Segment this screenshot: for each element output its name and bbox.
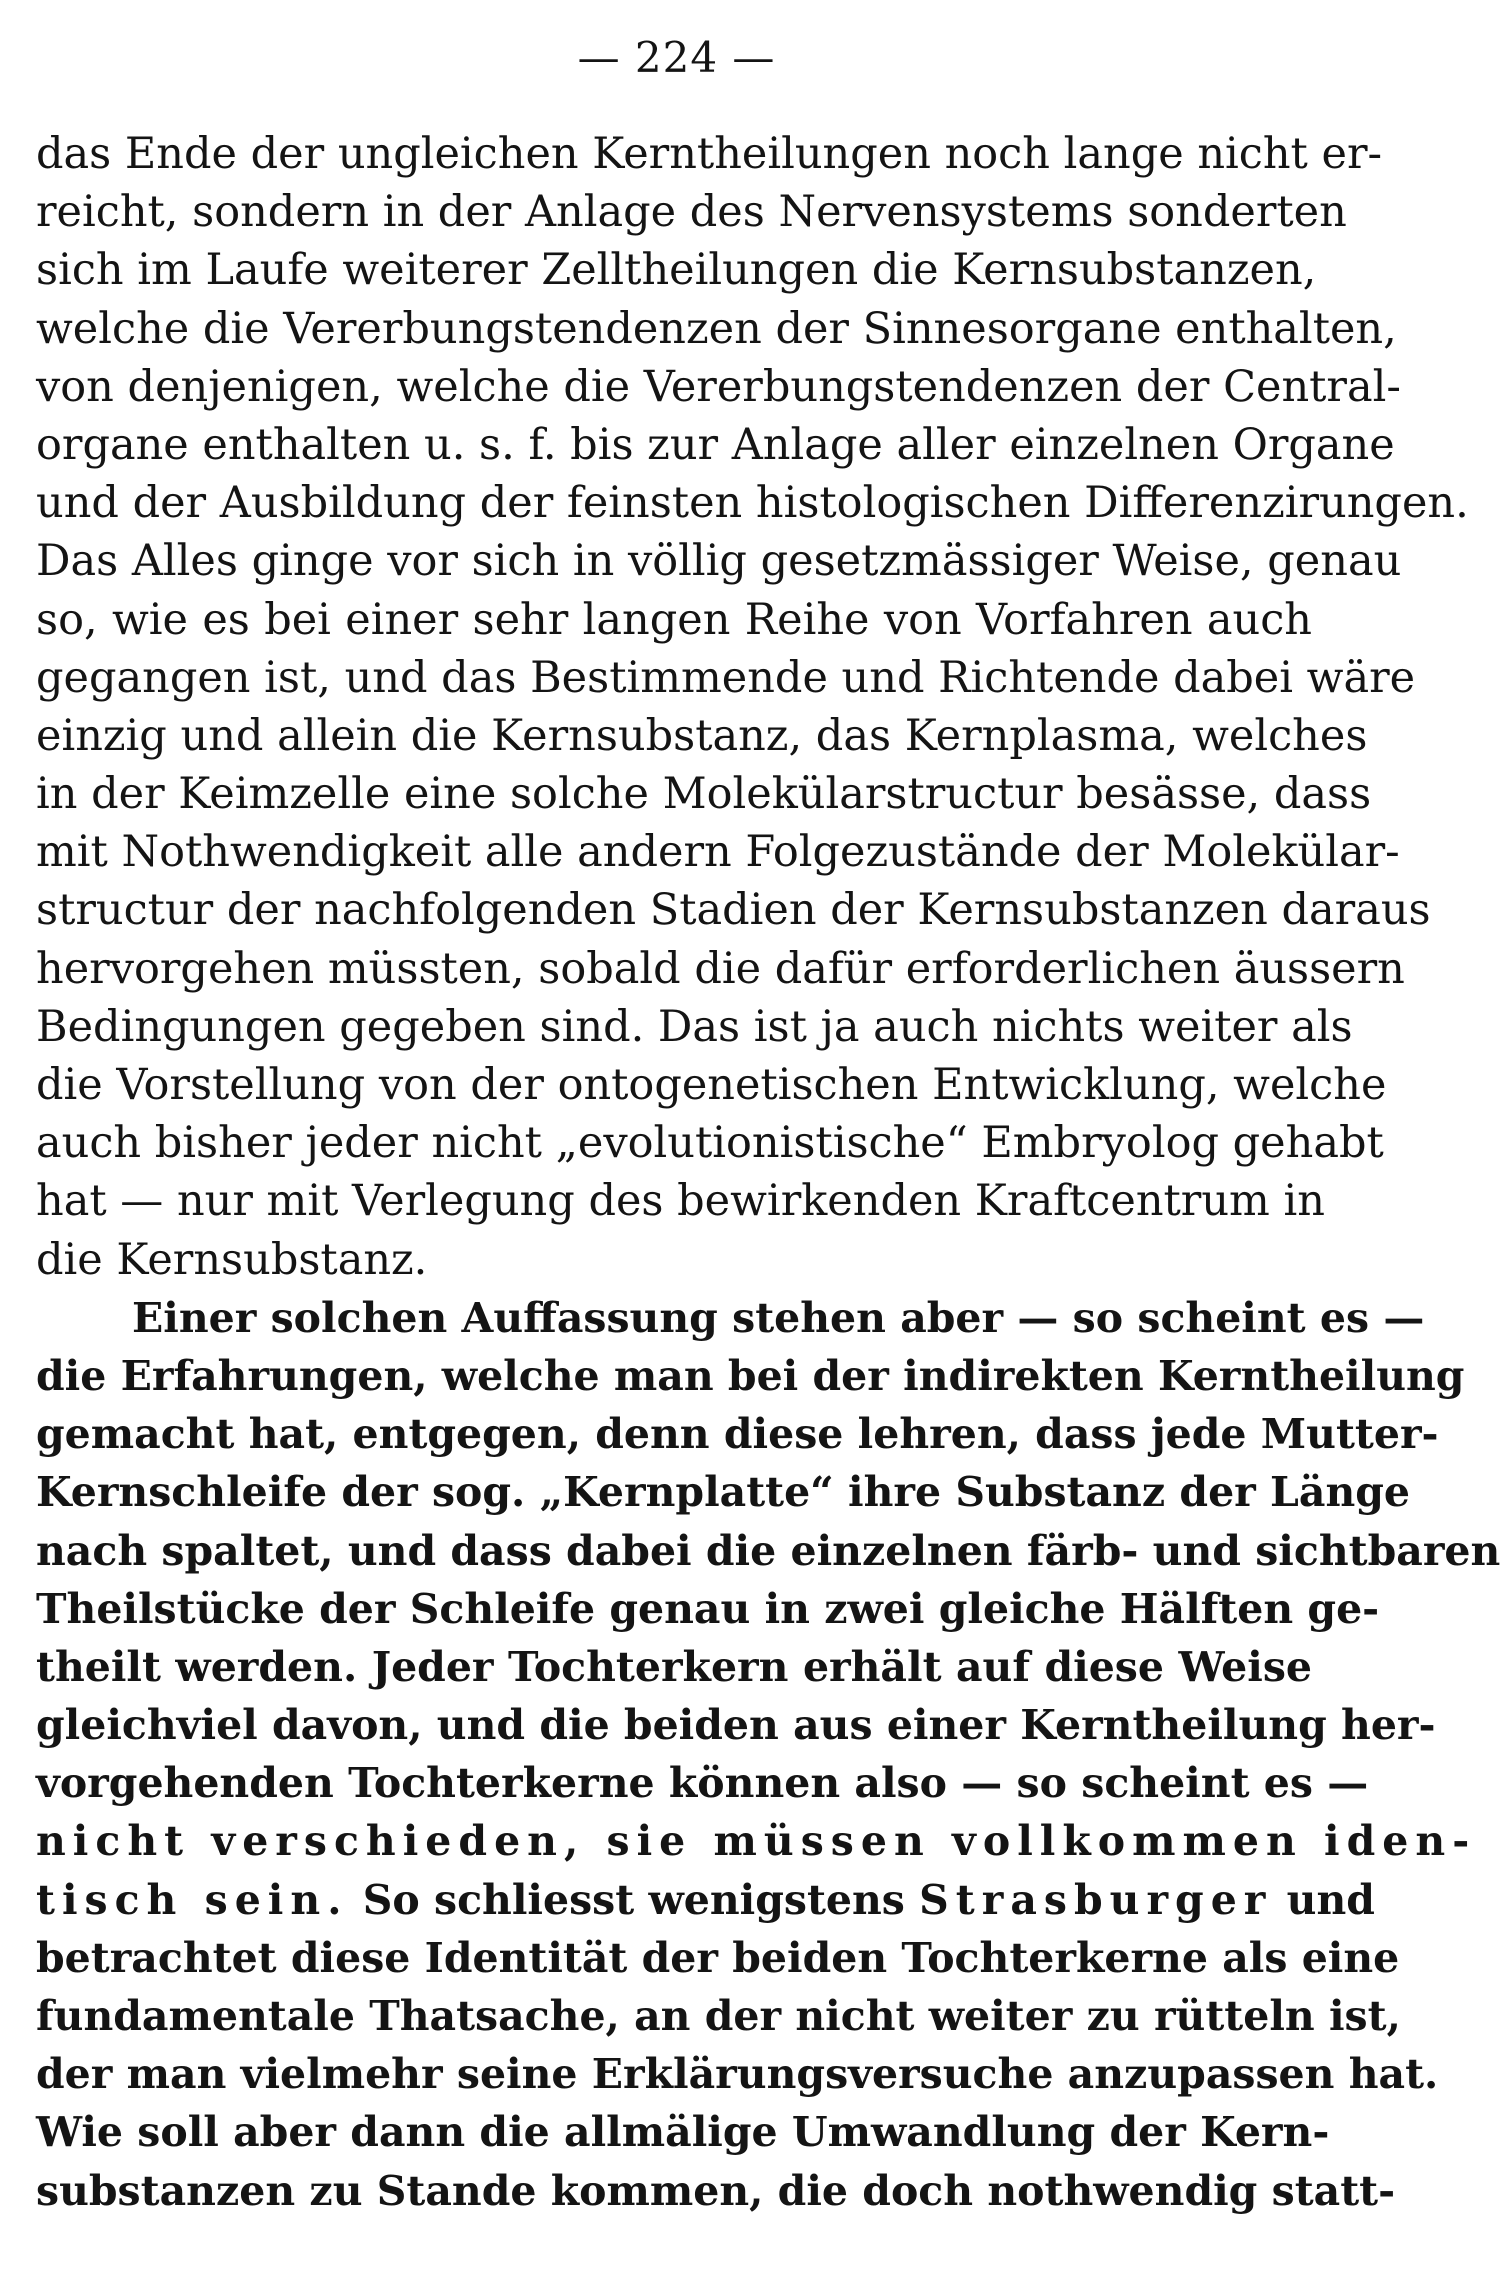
text-line: gegangen ist, und das Bestimmende und Richtende dabei wäre: [36, 652, 1416, 703]
text-line: organe enthalten u. s. f. bis zur Anlage aller einzelnen Organe: [36, 419, 1395, 470]
text-line: die Vorstellung von der ontogenetischen Entwicklung, welche: [36, 1060, 1387, 1110]
text-line: von denjenigen, welche die Vererbungstendenzen der Central-: [36, 361, 1401, 412]
text-line: betrachtet diese Identität der beiden Tochterkerne als eine: [36, 1933, 1400, 1982]
emphasized-spaced-text: nicht verschieden, sie müssen vollkommen iden-: [36, 1817, 1477, 1866]
text-line: substanzen zu Stande kommen, die doch nothwendig statt-: [36, 2166, 1396, 2215]
text-line: welche die Vererbungstendenzen der Sinnesorgane enthalten,: [36, 303, 1397, 354]
text-line: hat — nur mit Verlegung des bewirkenden Kraftcentrum in: [36, 1176, 1325, 1227]
text-line: die Erfahrungen, welche man bei der indirekten Kerntheilung: [36, 1351, 1465, 1400]
paragraph-lines-tail: [36, 1929, 1439, 2220]
text-line: der man vielmehr seine Erklärungsversuche anzupassen hat.: [36, 2050, 1439, 2099]
text-line: nach spaltet, und dass dabei die einzelnen färb- und sichtbaren: [36, 1526, 1500, 1575]
text-line: structur der nachfolgenden Stadien der Kernsubstanzen daraus: [36, 885, 1431, 936]
text-line: und der Ausbildung der feinsten histologischen Differenzirungen.: [36, 478, 1469, 529]
text-line: Theilstücke der Schleife genau in zwei gleiche Hälften ge-: [36, 1584, 1380, 1633]
text-line-spaced-2: [36, 1871, 1375, 1929]
text-line: gemacht hat, entgegen, denn diese lehren, dass jede Mutter-: [36, 1410, 1439, 1459]
text-line: mit Nothwendigkeit alle andern Folgezustände der Molekülar-: [36, 827, 1400, 878]
text-line: auch bisher jeder nicht „evolutionistische“ Embryolog gehabt: [36, 1118, 1384, 1169]
text-line: einzig und allein die Kernsubstanz, das Kernplasma, welches: [36, 710, 1368, 761]
text-line: theilt werden. Jeder Tochterkern erhält auf diese Weise: [36, 1642, 1312, 1691]
text-run: So schliesst wenigstens: [348, 1875, 920, 1924]
emphasized-spaced-text: tisch sein.: [36, 1875, 349, 1924]
text-line: Das Alles ginge vor sich in völlig gesetzmässiger Weise, genau: [36, 536, 1402, 587]
text-line: Bedingungen gegeben sind. Das ist ja auch nichts weiter als: [36, 1001, 1353, 1052]
text-line: Wie soll aber dann die allmälige Umwandlung der Kern-: [36, 2108, 1330, 2157]
text-line: hervorgehen müssten, sobald die dafür erforderlichen äussern: [36, 943, 1405, 994]
text-line: sich im Laufe weiterer Zelltheilungen die Kernsubstanzen,: [36, 245, 1317, 296]
text-line: so, wie es bei einer sehr langen Reihe von Vorfahren auch: [36, 594, 1312, 645]
paragraph-lines: [36, 125, 1500, 1812]
page-number: — 224 —: [577, 33, 776, 82]
author-name-spaced: Strasburger: [919, 1875, 1273, 1924]
text-run: und: [1272, 1875, 1375, 1924]
text-line: die Kernsubstanz.: [36, 1234, 428, 1285]
text-line: das Ende der ungleichen Kerntheilungen noch lange nicht er-: [36, 129, 1383, 179]
text-line: in der Keimzelle eine solche Molekülarstructur besässe, dass: [36, 769, 1372, 820]
text-line: Einer solchen Auffassung stehen aber — so scheint es —: [132, 1293, 1425, 1342]
body-text: [36, 125, 1500, 2220]
text-line-spaced-1: [36, 1812, 1477, 1870]
text-line: vorgehenden Tochterkerne können also — so scheint es —: [36, 1759, 1369, 1808]
text-line: fundamentale Thatsache, an der nicht weiter zu rütteln ist,: [36, 1992, 1401, 2040]
text-line: gleichviel davon, und die beiden aus einer Kerntheilung her-: [36, 1701, 1436, 1750]
text-line: reicht, sondern in der Anlage des Nervensystems sonderten: [36, 187, 1347, 238]
text-line: Kernschleife der sog. „Kernplatte“ ihre Substanz der Länge: [36, 1468, 1411, 1517]
